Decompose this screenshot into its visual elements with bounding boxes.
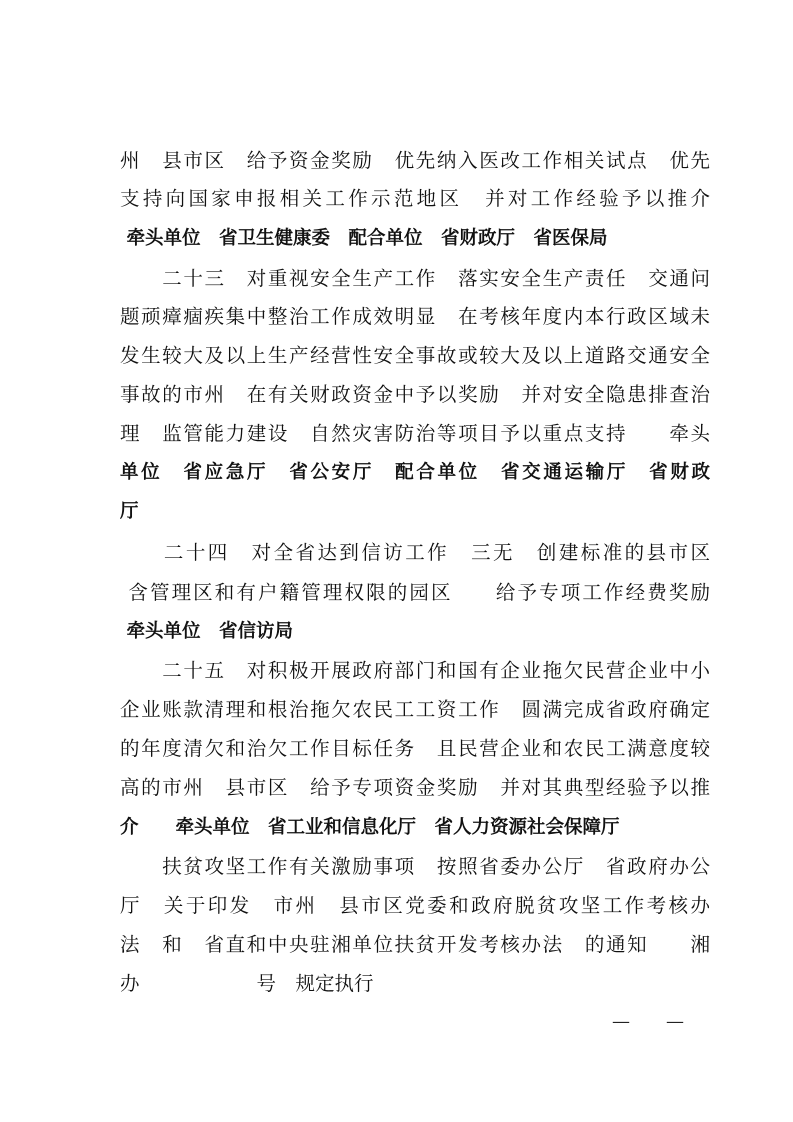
body-line: 牵头单位 省卫生健康委 配合单位 省财政厅 省医保局 (120, 228, 608, 249)
body-line: 二十三 对重视安全生产工作 落实安全生产责任 交通问 (120, 267, 710, 290)
body-line: 支持向国家申报相关工作示范地区 并对工作经验予以推介 (120, 187, 710, 210)
body-line: 发生较大及以上生产经营性安全事故或较大及以上道路交通安全 (120, 344, 710, 367)
body-line: 厅 关于印发 市州 县市区党委和政府脱贫攻坚工作考核办 (120, 894, 710, 917)
body-line: 二十五 对积极开展政府部门和国有企业拖欠民营企业中小 (120, 659, 710, 682)
body-line: 法 和 省直和中央驻湘单位扶贫开发考核办法 的通知 湘 (120, 933, 710, 956)
body-line: 扶贫攻坚工作有关激励事项 按照省委办公厅 省政府办公 (120, 855, 710, 878)
body-line: 的年度清欠和治欠工作目标任务 且民营企业和农民工满意度较 (120, 737, 710, 760)
body-line: 企业账款清理和根治拖欠农民工工资工作 圆满完成省政府确定 (120, 698, 710, 721)
body-line: 厅 (120, 501, 139, 522)
body-line: 介 牵头单位 省工业和信息化厅 省人力资源社会保障厅 (120, 817, 620, 838)
body-line: 二十四 对全省达到信访工作 三无 创建标准的县市区 (120, 541, 710, 564)
body-line: 州 县市区 给予资金奖励 优先纳入医改工作相关试点 优先 (120, 149, 710, 172)
body-line: 含管理区和有户籍管理权限的园区 给予专项工作经费奖励 (120, 581, 710, 604)
body-line: 高的市州 县市区 给予专项资金奖励 并对其典型经验予以推 (120, 776, 710, 799)
page-number-footer: — — (612, 1011, 684, 1032)
body-line: 理 监管能力建设 自然灾害防治等项目予以重点支持 牵头 (120, 422, 710, 445)
body-line: 办 号 规定执行 (120, 972, 374, 995)
body-line: 题顽瘴痼疾集中整治工作成效明显 在考核年度内本行政区域未 (120, 305, 710, 328)
body-line: 单位 省应急厅 省公安厅 配合单位 省交通运输厅 省财政 (120, 462, 710, 483)
body-line: 事故的市州 在有关财政资金中予以奖励 并对安全隐患排查治 (120, 383, 710, 406)
body-line: 牵头单位 省信访局 (120, 621, 293, 642)
